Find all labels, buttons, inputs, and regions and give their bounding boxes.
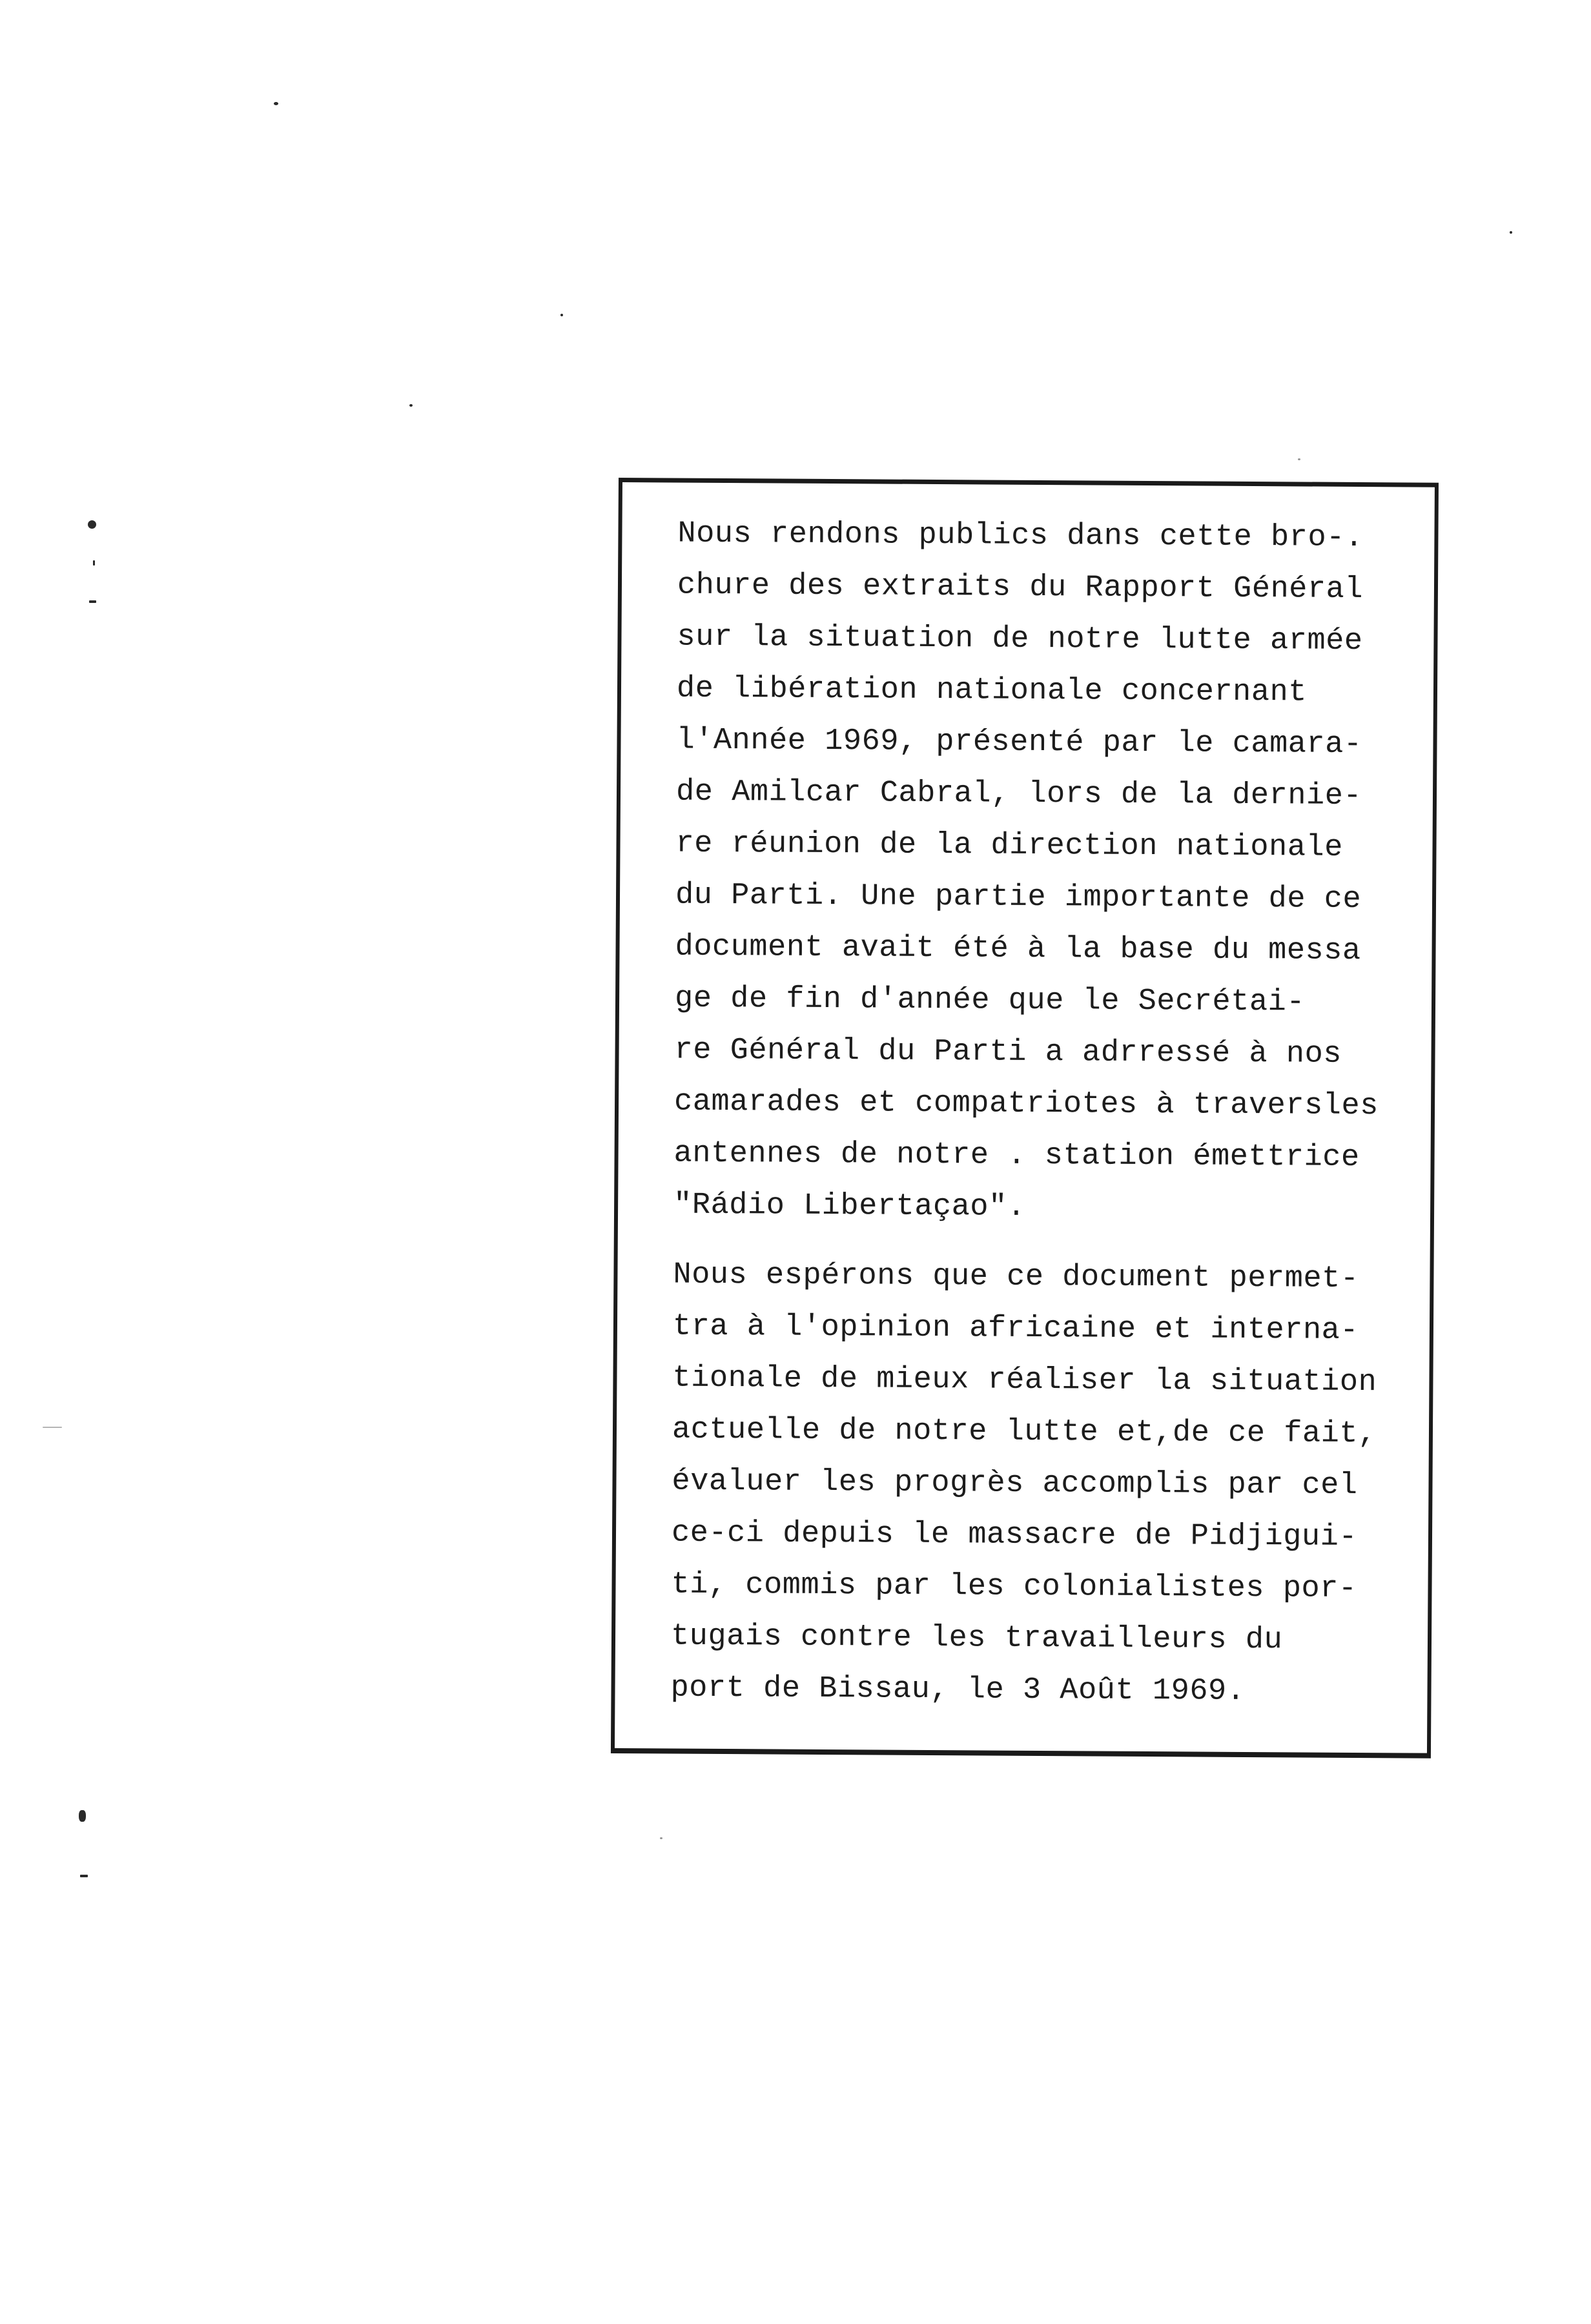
scan-speck bbox=[274, 102, 278, 105]
scan-speck bbox=[409, 404, 413, 407]
text-line: sur la situation de notre lutte armée bbox=[677, 620, 1363, 659]
text-line: Nous rendons publics dans cette bro-. bbox=[677, 516, 1364, 556]
text-line: port de Bissau, le 3 Août 1969. bbox=[670, 1671, 1246, 1709]
scan-speck bbox=[660, 1837, 662, 1839]
text-line: l'Année 1969, présenté par le camara- bbox=[676, 723, 1362, 762]
text-line: de Amilcar Cabral, lors de la dernie- bbox=[675, 775, 1362, 814]
scan-speck bbox=[93, 560, 95, 566]
scan-speck bbox=[43, 1427, 62, 1428]
scan-speck bbox=[1298, 458, 1300, 460]
text-line: chure des extraits du Rapport Général bbox=[677, 568, 1364, 607]
text-line: Nous espérons que ce document permet- bbox=[673, 1258, 1359, 1297]
scan-speck bbox=[89, 600, 96, 603]
text-line: tra à l'opinion africaine et interna- bbox=[672, 1309, 1359, 1349]
framed-text-box bbox=[611, 478, 1439, 1758]
text-line: tugais contre les travailleurs du bbox=[670, 1619, 1283, 1658]
text-line: camarades et compatriotes à traversles bbox=[673, 1085, 1379, 1124]
text-line: actuelle de notre lutte et,de ce fait, bbox=[672, 1412, 1377, 1452]
text-line: du Parti. Une partie importante de ce bbox=[675, 878, 1362, 917]
text-line: évaluer les progrès accomplis par cel bbox=[672, 1464, 1358, 1503]
intro-paragraph bbox=[673, 509, 1395, 1236]
punch-hole-mark bbox=[79, 1810, 86, 1822]
scan-speck bbox=[560, 314, 563, 316]
text-line: de libération nationale concernant bbox=[676, 671, 1308, 710]
text-line: ce-ci depuis le massacre de Pidjigui- bbox=[671, 1516, 1358, 1555]
text-line: "Rádio Libertaçao". bbox=[673, 1188, 1026, 1225]
scan-speck bbox=[1510, 231, 1512, 234]
text-line: re réunion de la direction nationale bbox=[675, 826, 1344, 865]
closing-paragraph bbox=[670, 1250, 1390, 1719]
text-line: re Général du Parti a adrressé à nos bbox=[674, 1033, 1342, 1072]
text-line: document avait été à la base du messa bbox=[675, 930, 1361, 969]
box-text-content bbox=[670, 509, 1394, 1719]
punch-hole-mark bbox=[88, 520, 96, 529]
text-line: antennes de notre . station émettrice bbox=[673, 1136, 1360, 1176]
text-line: ge de fin d'année que le Secrétai- bbox=[674, 981, 1306, 1020]
text-line: tionale de mieux réaliser la situation bbox=[672, 1361, 1377, 1400]
text-line: ti, commis par les colonialistes por- bbox=[671, 1567, 1357, 1607]
scan-speck bbox=[80, 1875, 88, 1877]
